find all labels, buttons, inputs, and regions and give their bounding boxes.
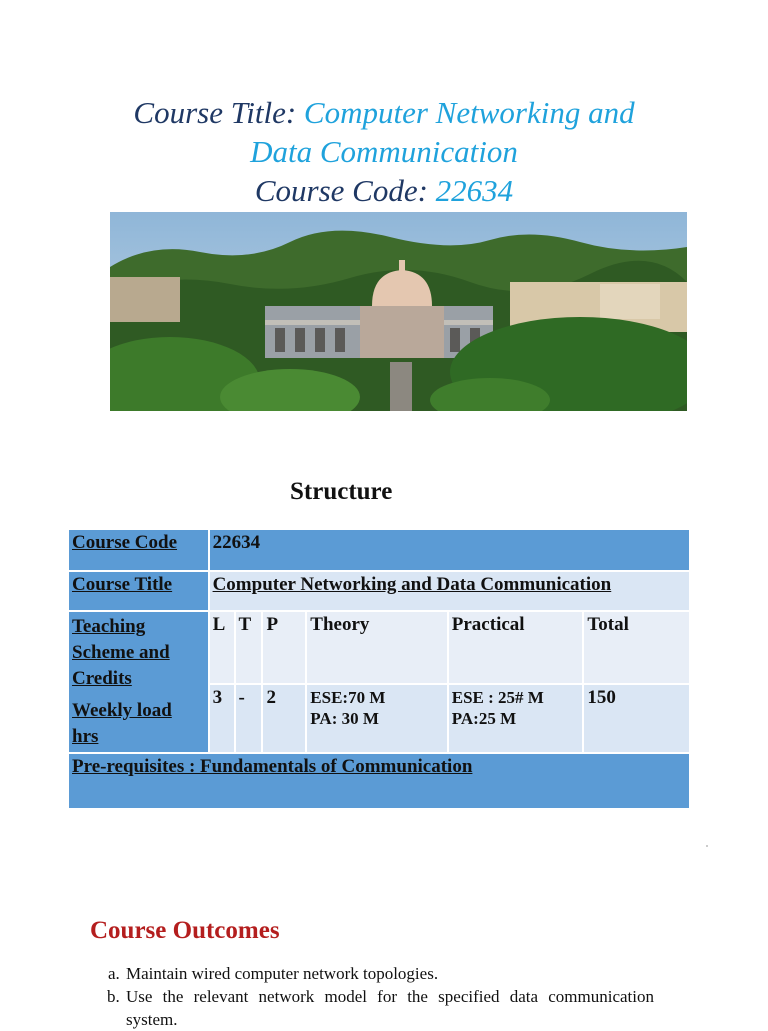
value-t: -	[235, 684, 263, 753]
weekly-load-label-1: Weekly load	[72, 700, 172, 721]
course-title-label-cell: Course Title	[68, 571, 209, 611]
list-item: a. Maintain wired computer network topologies.	[124, 962, 654, 985]
header-theory: Theory	[306, 611, 447, 684]
course-code-value-cell: 22634	[209, 529, 690, 571]
course-code-label-cell: Course Code	[68, 529, 209, 571]
prerequisites-cell: Pre-requisites : Fundamentals of Communication	[68, 753, 690, 809]
weekly-load-label-2: hrs	[72, 726, 99, 747]
theory-pa: PA: 30 M	[310, 709, 379, 729]
page-marker	[706, 845, 708, 847]
value-p: 2	[262, 684, 306, 753]
header-practical: Practical	[448, 611, 584, 684]
prerequisites-row	[68, 753, 690, 809]
practical-ese: ESE : 25# M	[451, 688, 544, 708]
teaching-scheme-label-2: Scheme and	[72, 642, 170, 663]
value-practical	[448, 684, 584, 753]
structure-heading: Structure	[290, 478, 393, 505]
value-total: 150	[583, 684, 690, 753]
teaching-scheme-label-1: Teaching	[72, 616, 146, 637]
structure-table	[67, 528, 691, 810]
course-title-row	[68, 571, 690, 611]
course-code-label: Course Code:	[254, 173, 428, 208]
course-outcomes-list	[100, 962, 654, 1031]
scheme-header-row	[68, 611, 690, 684]
course-code-line	[0, 171, 768, 210]
list-item: b. Use the relevant network model for the specified data communication system.	[124, 985, 654, 1031]
header-l: L	[209, 611, 235, 684]
header-p: P	[262, 611, 306, 684]
course-code-row	[68, 529, 690, 571]
course-title-line-1	[0, 93, 768, 132]
course-name-line-2: Data Communication	[250, 134, 518, 169]
teaching-scheme-label-cell	[68, 611, 209, 753]
course-title-label: Course Title:	[133, 95, 297, 130]
course-outcomes-heading: Course Outcomes	[90, 917, 280, 944]
practical-pa: PA:25 M	[451, 709, 517, 729]
header-t: T	[235, 611, 263, 684]
course-name-line-1: Computer Networking and	[303, 95, 635, 130]
course-title-block	[0, 93, 768, 210]
value-l: 3	[209, 684, 235, 753]
teaching-scheme-label-3: Credits	[72, 668, 132, 689]
campus-photo	[110, 212, 687, 411]
course-code-value: 22634	[435, 173, 514, 208]
theory-ese: ESE:70 M	[310, 688, 386, 708]
course-title-value-cell: Computer Networking and Data Communication	[209, 571, 690, 611]
value-theory	[306, 684, 447, 753]
header-total: Total	[583, 611, 690, 684]
